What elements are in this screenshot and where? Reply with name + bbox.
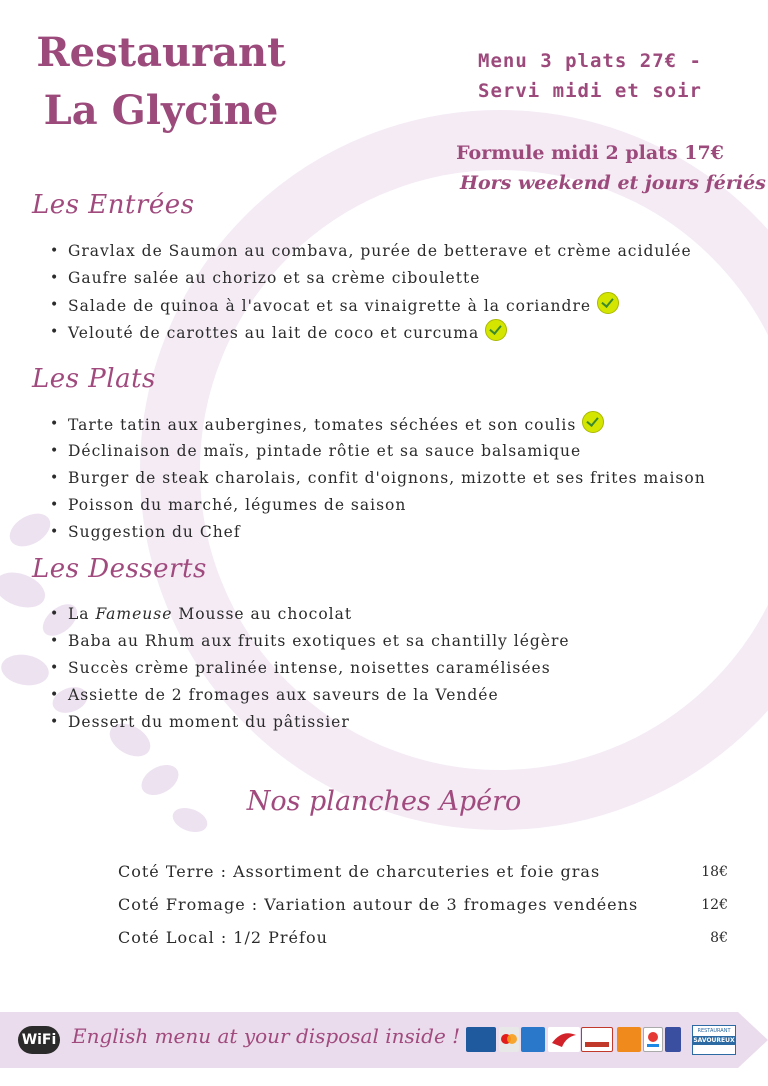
apero-price: 12€: [701, 897, 728, 913]
apero-row: [118, 891, 728, 924]
item-text: Gaufre salée au chorizo et sa crème ciboulette: [68, 269, 481, 287]
item-text-italic: Fameuse: [95, 605, 173, 623]
restaurant-title: [36, 24, 286, 140]
list-item: [48, 319, 692, 346]
apero-row: [118, 858, 728, 891]
restaurant-title-line1: Restaurant: [36, 29, 286, 76]
item-text: Salade de quinoa à l'avocat et sa vinaigrette à la coriandre: [68, 297, 592, 315]
vegetarian-icon: [582, 411, 604, 433]
item-text-prefix: La: [68, 605, 96, 623]
item-text: Burger de steak charolais, confit d'oignons, mizotte et ses frites maison: [68, 469, 706, 487]
section-title-plats: Les Plats: [32, 364, 156, 394]
item-text: Baba au Rhum aux fruits exotiques et sa chantilly légère: [68, 632, 570, 650]
ancv-icon: [548, 1027, 580, 1052]
apero-label: Coté Terre : Assortiment de charcuteries et foie gras: [118, 862, 601, 881]
apero-label: Coté Local : 1/2 Préfou: [118, 928, 328, 947]
footer-english-menu-text: English menu at your disposal inside !: [72, 1024, 461, 1048]
list-item: [48, 465, 706, 492]
menu-price-line1: Menu 3 plats 27€ -: [478, 50, 702, 72]
menu-price-line2: Servi midi et soir: [478, 80, 702, 102]
desserts-list: [48, 601, 570, 736]
apero-price: 18€: [701, 864, 728, 880]
item-text: Dessert du moment du pâtissier: [68, 713, 350, 731]
formule-line1: Formule midi 2 plats 17€: [456, 142, 724, 164]
section-title-entrees: Les Entrées: [32, 190, 195, 220]
footer-band: [0, 1012, 768, 1068]
menu-price-info: [440, 46, 740, 106]
list-item: [48, 492, 706, 519]
restaurant-savoureux-badge: [692, 1025, 736, 1055]
list-item: [48, 655, 570, 682]
item-text-suffix: Mousse au chocolat: [172, 605, 353, 623]
restaurant-title-line2: La Glycine: [43, 87, 279, 134]
cb-card-icon: [466, 1027, 496, 1052]
list-item: [48, 709, 570, 736]
connect-icon: [581, 1027, 613, 1052]
list-item: [48, 438, 706, 465]
list-item: [48, 519, 706, 546]
item-text: Déclinaison de maïs, pintade rôtie et sa sauce balsamique: [68, 442, 582, 460]
list-item: [48, 628, 570, 655]
item-text: Assiette de 2 fromages aux saveurs de la Vendée: [68, 686, 499, 704]
list-item: [48, 682, 570, 709]
apero-row: [118, 924, 728, 957]
list-item: [48, 601, 570, 628]
plats-list: [48, 411, 706, 546]
item-text: Poisson du marché, légumes de saison: [68, 496, 407, 514]
section-title-apero: Nos planches Apéro: [246, 786, 522, 817]
list-item: [48, 265, 692, 292]
formule-line2: Hors weekend et jours fériés: [460, 172, 766, 194]
badge-line2: SAVOUREUX: [693, 1037, 735, 1044]
item-text: Suggestion du Chef: [68, 523, 241, 541]
item-text: Succès crème pralinée intense, noisettes caramélisées: [68, 659, 551, 677]
mastercard-icon: [499, 1027, 519, 1052]
item-text: Velouté de carottes au lait de coco et curcuma: [68, 324, 480, 342]
ticket-restaurant-icon: [643, 1027, 663, 1052]
apero-list: [118, 858, 728, 957]
apero-price: 8€: [710, 930, 728, 946]
item-text: Gravlax de Saumon au combava, purée de betterave et crème acidulée: [68, 242, 692, 260]
cheque-dejeuner-icon: [617, 1027, 641, 1052]
badge-line1: RESTAURANT: [697, 1028, 731, 1034]
list-item: [48, 292, 692, 319]
item-text: Tarte tatin aux aubergines, tomates séchées et son coulis: [68, 416, 577, 434]
carte-icon: [665, 1027, 681, 1052]
amex-icon: [521, 1027, 545, 1052]
entrees-list: [48, 238, 692, 346]
apero-label: Coté Fromage : Variation autour de 3 fromages vendéens: [118, 895, 639, 914]
list-item: [48, 238, 692, 265]
list-item: [48, 411, 706, 438]
section-title-desserts: Les Desserts: [32, 554, 207, 584]
vegetarian-icon: [485, 319, 507, 341]
wifi-icon: WiFi: [18, 1026, 60, 1054]
formule-info: [440, 138, 766, 198]
vegetarian-icon: [597, 292, 619, 314]
